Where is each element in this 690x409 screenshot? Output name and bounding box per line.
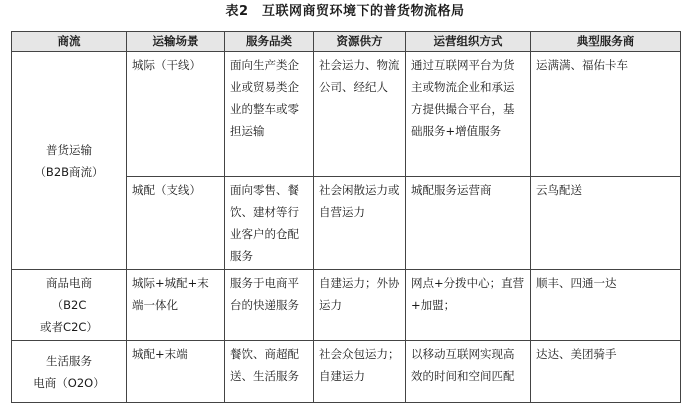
cell-scene: 城配+末端 bbox=[127, 341, 225, 403]
table-row bbox=[12, 270, 681, 341]
group-label-line: 或者C2C） bbox=[40, 320, 98, 334]
cell-scene: 城际（干线） bbox=[127, 52, 225, 177]
table-row bbox=[12, 341, 681, 403]
cell-category: 餐饮、商超配送、生活服务 bbox=[225, 341, 314, 403]
cell-supplier: 自建运力；外协运力 bbox=[314, 270, 406, 341]
cell-supplier: 社会运力、物流公司、经纪人 bbox=[314, 52, 406, 177]
group-label-line: 商品电商 bbox=[46, 276, 92, 290]
group-label-line: （B2C bbox=[51, 298, 87, 312]
cell-category: 服务于电商平台的快递服务 bbox=[225, 270, 314, 341]
group-label-line: （B2B商流） bbox=[34, 164, 104, 179]
table-row bbox=[12, 52, 681, 177]
cell-scene: 城配（支线） bbox=[127, 177, 225, 270]
group-label-line: 电商（O2O） bbox=[33, 375, 105, 390]
cell-supplier: 社会闲散运力或自营运力 bbox=[314, 177, 406, 270]
header-cell-operation: 运营组织方式 bbox=[406, 32, 531, 52]
group-cell-o2o bbox=[12, 341, 127, 403]
group-cell-ecommerce bbox=[12, 270, 127, 341]
logistics-table bbox=[11, 31, 681, 403]
header-cell-scene: 运输场景 bbox=[127, 32, 225, 52]
cell-operation: 网点+分拨中心；直营+加盟； bbox=[406, 270, 531, 341]
cell-provider: 云鸟配送 bbox=[531, 177, 681, 270]
cell-category: 面向生产类企业或贸易类企业的整车或零担运输 bbox=[225, 52, 314, 177]
header-cell-category: 服务品类 bbox=[225, 32, 314, 52]
header-cell-commerce: 商流 bbox=[12, 32, 127, 52]
cell-scene: 城际+城配+末端一体化 bbox=[127, 270, 225, 341]
cell-operation: 城配服务运营商 bbox=[406, 177, 531, 270]
header-cell-supplier: 资源供方 bbox=[314, 32, 406, 52]
group-label-line: 普货运输 bbox=[46, 142, 92, 157]
cell-provider: 运满满、福佑卡车 bbox=[531, 52, 681, 177]
cell-operation: 通过互联网平台为货主或物流企业和承运方提供撮合平台，基础服务+增值服务 bbox=[406, 52, 531, 177]
table-title: 表2 互联网商贸环境下的普货物流格局 bbox=[225, 4, 465, 19]
cell-category: 面向零售、餐饮、建材等行业客户的仓配服务 bbox=[225, 177, 314, 270]
cell-supplier: 社会众包运力；自建运力 bbox=[314, 341, 406, 403]
cell-provider: 顺丰、四通一达 bbox=[531, 270, 681, 341]
group-cell-b2b bbox=[12, 52, 127, 270]
cell-provider: 达达、美团骑手 bbox=[531, 341, 681, 403]
cell-operation: 以移动互联网实现高效的时间和空间匹配 bbox=[406, 341, 531, 403]
group-label-line: 生活服务 bbox=[46, 353, 92, 368]
header-row bbox=[12, 32, 681, 52]
header-cell-provider: 典型服务商 bbox=[531, 32, 681, 52]
